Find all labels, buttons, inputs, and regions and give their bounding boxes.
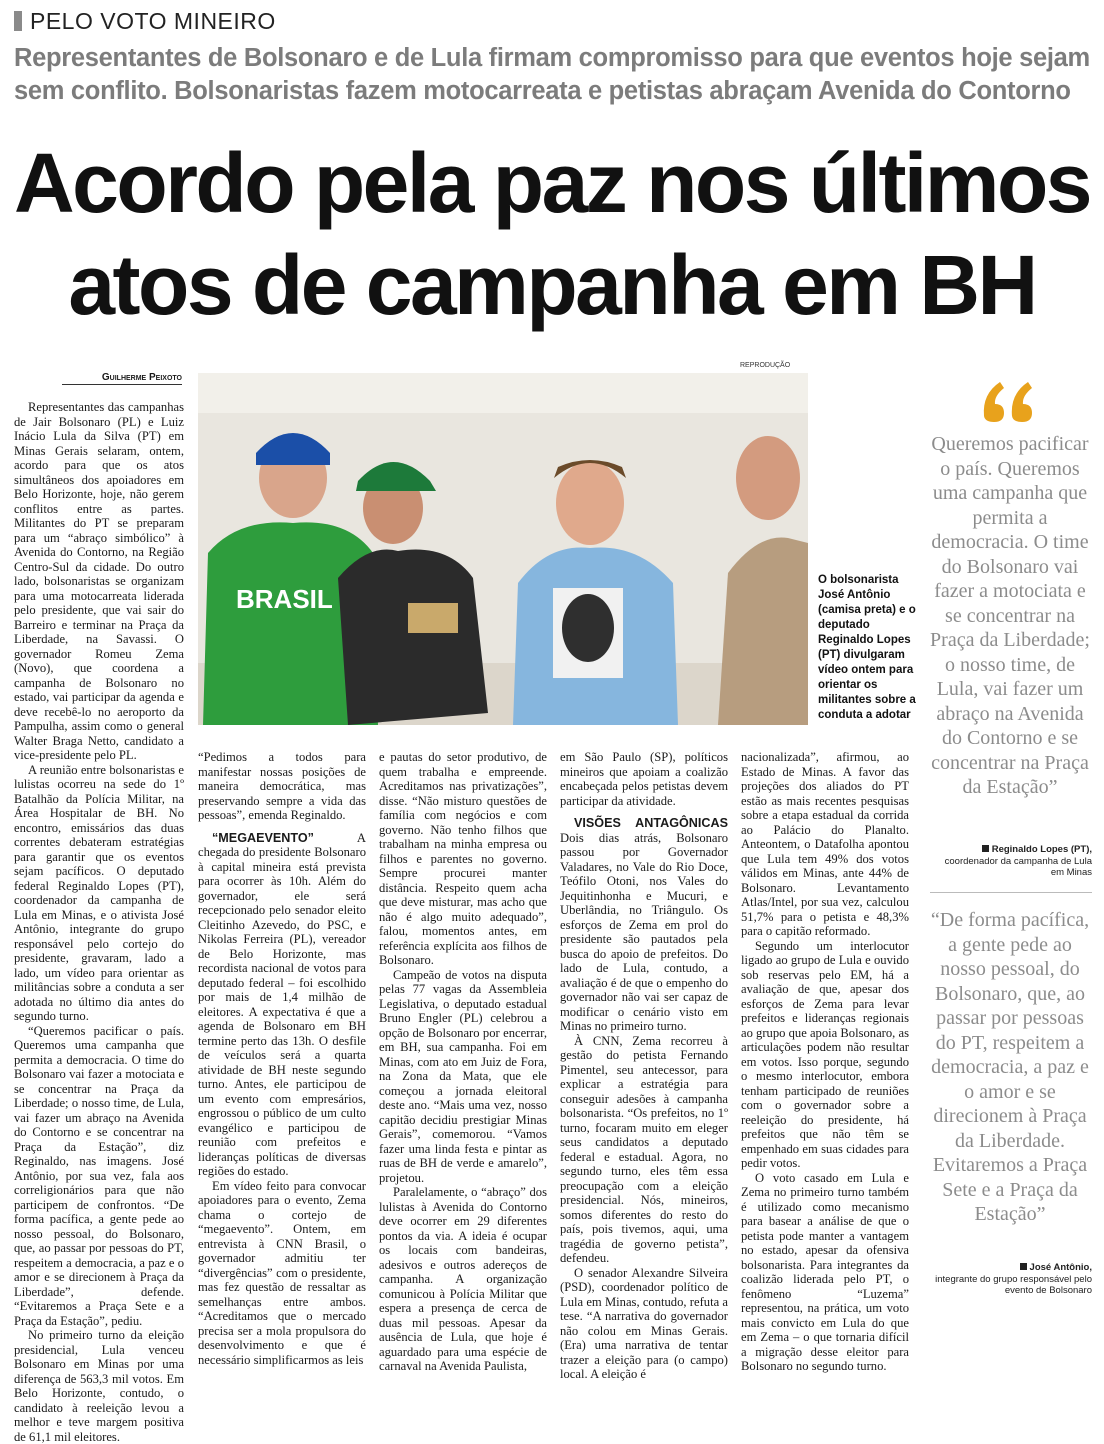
photo-caption: O bolsonarista José Antônio (camisa preta) e o deputado Reginaldo Lopes (PT) divulgaram vídeo ontem para orientar os militantes sobre a conduta a adotar <box>818 574 916 721</box>
photo-illustration <box>198 373 808 725</box>
quote-1-role: coordenador da campanha de Lula em Minas <box>944 855 1092 878</box>
article-column-3 <box>379 750 547 1374</box>
pull-quote-1: Queremos pacificar o país. Queremos uma campanha que permita a democracia. O time do Bolsonaro vai fazer a motociata e se concentrar na Praça da Liberdade; o nosso time, de Lula, vai fazer um abraço na Avenida do Contorno e se concentrar na Praça da Estação” <box>930 433 1090 798</box>
paragraph: Representantes das campanhas de Jair Bolsonaro (PL) e Luiz Inácio Lula da Silva (PT) em Minas Gerais selaram, ontem, acordo para que os atos simultâneos dos apoiadores em Belo Horizonte, hoje, não gerem conflitos entre as partes. Militantes do PT se preparam para um “abraço simbólico” à Avenida do Contorno, na Região Centro-Sul da cidade. Do outro lado, bolsonaristas se organizam para uma motocarreata liderada pelo presidente, que vai sair do Barreiro e terminar na Praça da Liberdade, na Savassi. O governador Romeu Zema (Novo), que coordena a campanha de Bolsonaro no estado, vai participar da agenda e deve recebê-lo no aeroporto da Pampulha, assim como o general Walter Braga Netto, candidato a vice-presidente pelo PL. <box>14 400 184 762</box>
paragraph <box>560 816 728 1034</box>
article-column-4 <box>560 750 728 1382</box>
paragraph: Em vídeo feito para convocar apoiadores para o evento, Zema chama o cortejo de “megaevento”. Ontem, em entrevista à CNN Brasil, o governador admitiu ter “divergências” com o presidente, mas fez questão de ressaltar as semelhanças entre ambos. “Acreditamos que o mercado precisa ser a mola propulsora do desenvolvimento e que é necessário simplificarmos as leis <box>198 1178 366 1367</box>
shirt-text: BRASIL <box>236 584 333 614</box>
paragraph-text: Dois dias atrás, Bolsonaro passou por Governador Valadares, no Vale do Rio Doce, Teófilo Otoni, nos Vales do Jequitinhonha e Mucuri, e Uberlândia, no Triângulo. Os esforços de Zema em prol do presidente são pautados pela busca do apoio de prefeitos. Do lado de Lula, contudo, a avaliação é de que o empenho do governador não vai ser capaz de modificar o cenário visto em Minas no primeiro turno. <box>560 830 728 1033</box>
paragraph: em São Paulo (SP), políticos mineiros que apoiam a coalizão encabeçada pelos petistas devem participar da atividade. <box>560 750 728 808</box>
paragraph: O voto casado em Lula e Zema no primeiro turno também é utilizado como mecanismo para basear a análise de que o petista pode manter a vantagem no estado, apesar da ofensiva bolsonarista. Para integrantes da coalizão liderada pelo PT, o fenômeno “Luzema” representou, na prática, um voto mais convicto em Lula do que em Zema – o que tornaria difícil a migração desse eleitor para Bolsonaro no segundo turno. <box>741 1170 909 1373</box>
attribution-square <box>982 845 989 852</box>
paragraph: nacionalizada”, afirmou, ao Estado de Minas. A favor das projeções dos aliados do PT estão as mais recentes pesquisas sobre a etapa estadual da corrida ao Palácio do Planalto. Anteontem, o Datafolha apontou que Lula tem 49% dos votos válidos em Minas, ante 44% de Bolsonaro. Levantamento Atlas/Intel, por sua vez, calculou 51,7% para o petista e 48,3% para o capitão reformado. <box>741 750 909 938</box>
quote-1-attribution <box>930 844 1092 879</box>
news-photo <box>198 373 808 725</box>
quote-2-attribution <box>930 1262 1092 1297</box>
divider <box>930 892 1092 893</box>
paragraph <box>198 831 366 1179</box>
paragraph: “Pedimos a todos para manifestar nossas posições de maneira democrática, mas preservando sempre a vida das pessoas”, emenda Reginaldo. <box>198 750 366 822</box>
subhead-megaevento: “MEGAEVENTO” <box>212 830 314 845</box>
article-column-5 <box>741 750 909 1374</box>
paragraph-text: A chegada do presidente Bolsonaro à capital mineira está prevista para ocorrer às 10h. Além do governador, ele será recepcionado pelo senador eleito Cleitinho Azevedo, do PSC, e Nikolas Ferreira (PL), vereador de Belo Horizonte, mas recordista nacional de votos para deputado federal – foi escolhido por mais de 1,4 milhão de eleitores. A expectativa é que a agenda de Bolsonaro em BH termine perto das 13h. O desfile de veículos será a quarta atividade de BH neste segundo turno. Antes, ele participou de um evento com empresários, engrossou o público de um culto evangélico e participou de reunião com prefeitos e lideranças políticas de diversas regiões do estado. <box>198 830 366 1178</box>
quote-2-role: integrante do grupo responsável pelo evento de Bolsonaro <box>935 1273 1092 1296</box>
paragraph: e pautas do setor produtivo, de quem trabalha e empreende. Acreditamos nas privatizações”, disse. “Não misturo questões de família com negócios e com governo. Não tenho filhos que trabalham na minha empresa ou filhos e parentes no governo. Sempre procurei manter distância. Respeito quem acha que deve misturar, mas acho que não é algo muito adequado”, falou, momentos antes, em referência explícita aos filhos de Bolsonaro. <box>379 750 547 967</box>
attribution-square <box>1020 1263 1027 1270</box>
paragraph: “Queremos pacificar o país. Queremos uma campanha que permita a democracia. O time do Bolsonaro vai fazer a motociata e se concentrar na Praça da Liberdade; o nosso time, de Lula, vai fazer um abraço na Avenida do Contorno e se concentrar na Praça da Estação”, diz Reginaldo, nas imagens. José Antônio, por sua vez, fala aos correligionários para que não participem de confrontos. “De forma pacífica, a gente pede ao nosso pessoal, do Bolsonaro, que, ao passar por pessoas do PT, respeitem a democracia, a paz e o amor e se direcionem à Praça da Liberdade”, defende. “Evitaremos a Praça Sete e a Praça da Estação”, pediu. <box>14 1023 184 1328</box>
subheadline: Representantes de Bolsonaro e de Lula firmam compromisso para que eventos hoje sejam sem conflito. Bolsonaristas fazem motocarreata e petistas abraçam Avenida do Contorno <box>14 44 1090 105</box>
paragraph: Segundo um interlocutor ligado ao grupo de Lula e ouvido sob reservas pelo EM, há a avaliação de que, apesar dos esforços de Zema para levar prefeitos e lideranças regionais ao grupo que apoia Bolsonaro, as articulações podem não resultar em votos. Isso porque, segundo o mesmo interlocutor, embora tenham participado de reuniões com o governador sobre a reeleição do presidente, há prefeitos que não têm se empenhado em suas cidades para pedir votos. <box>741 938 909 1170</box>
paragraph: Paralelamente, o “abraço” dos lulistas à Avenida do Contorno deve ocorrer em 29 diferentes pontos da via. A ideia é ocupar os locais com bandeiras, adesivos e outros adereços de campanha. A organização comunicou à Polícia Militar que espera a presença de cerca de duas mil pessoas. Apesar da ausência de Lula, que hoje é aguardado para uma espécie de carnaval na Avenida Paulista, <box>379 1185 547 1373</box>
section-bar <box>14 11 22 31</box>
section-label <box>14 6 276 36</box>
photo-credit: REPRODUÇÃO <box>740 362 791 369</box>
section-label-text: PELO VOTO MINEIRO <box>30 7 276 34</box>
quote-1-name: Reginaldo Lopes (PT), <box>991 844 1092 855</box>
pull-quote-2: “De forma pacífica, a gente pede ao nosso pessoal, do Bolsonaro, que, ao passar por pessoas do PT, respeitem a democracia, a paz e o amor e se direcionem à Praça da Liberdade. Evitaremos a Praça Sete e a Praça da Estação” <box>930 909 1090 1225</box>
headline-line-1: Acordo pela paz nos últimos <box>14 136 1090 230</box>
article-column-2 <box>198 750 366 1367</box>
headline <box>0 132 1104 336</box>
paragraph: A reunião entre bolsonaristas e lulistas ocorreu na sede do 1º Batalhão da Polícia Militar, na Área Hospitalar de BH. No encontro, emissários das duas correntes debateram estratégias para garantir que os eventos sejam pacíficos. O deputado federal Reginaldo Lopes (PT), coordenador da campanha de Lula em Minas, e o ativista José Antônio, integrante do grupo responsável pelo cortejo do presidente, gravaram, lado a lado, um vídeo para orientar as militâncias sobre a conduta a ser adotada no último dia antes do segundo turno. <box>14 762 184 1023</box>
paragraph: À CNN, Zema recorreu à gestão do petista Fernando Pimentel, seu antecessor, para explicar a estratégia para conseguir adesões à campanha bolsonarista. “Os prefeitos, no 1º turno, focaram muito em eleger seus candidatos a deputado federal e estadual. Agora, no segundo turno, eles têm essa preocupação com a eleição presidencial. Nós, mineiros, somos diferentes do resto do país, pois tivemos, aqui, uma tragédia de governo petista”, defendeu. <box>560 1033 728 1265</box>
quote-mark-icon <box>978 358 1038 428</box>
byline: Guilherme Peixoto <box>62 372 182 385</box>
headline-line-2: atos de campanha em BH <box>68 238 1036 332</box>
paragraph: O senador Alexandre Silveira (PSD), coordenador político de Lula em Minas, contudo, refuta a tese. “A narrativa do governador não colou em Minas Gerais. (Era) uma narrativa de tentar trazer a eleição para (o campo) local. A eleição é <box>560 1265 728 1381</box>
article-column-1 <box>14 400 184 1444</box>
paragraph: No primeiro turno da eleição presidencial, Lula venceu Bolsonaro em Minas por uma diferença de 563,3 mil votos. Em Belo Horizonte, contudo, o candidato à reeleição levou a melhor e teve margem positiva de 61,1 mil eleitores. <box>14 1328 184 1444</box>
paragraph: Campeão de votos na disputa pelas 77 vagas da Assembleia Legislativa, o deputado estadual Bruno Engler (PL) celebrou a opção de Bolsonaro por encerrar, em BH, sua campanha. Foi em Minas, com ato em Juiz de Fora, na Zona da Mata, que ele começou a jornada eleitoral deste ano. “Mais uma vez, nosso capitão decidiu prestigiar Minas Gerais”, comemorou. “Vamos fazer uma linda festa e pintar as ruas de BH de verde e amarelo”, projetou. <box>379 967 547 1185</box>
quote-2-name: José Antônio, <box>1029 1262 1092 1273</box>
subhead-visoes: VISÕES ANTAGÔNICAS <box>574 816 728 830</box>
